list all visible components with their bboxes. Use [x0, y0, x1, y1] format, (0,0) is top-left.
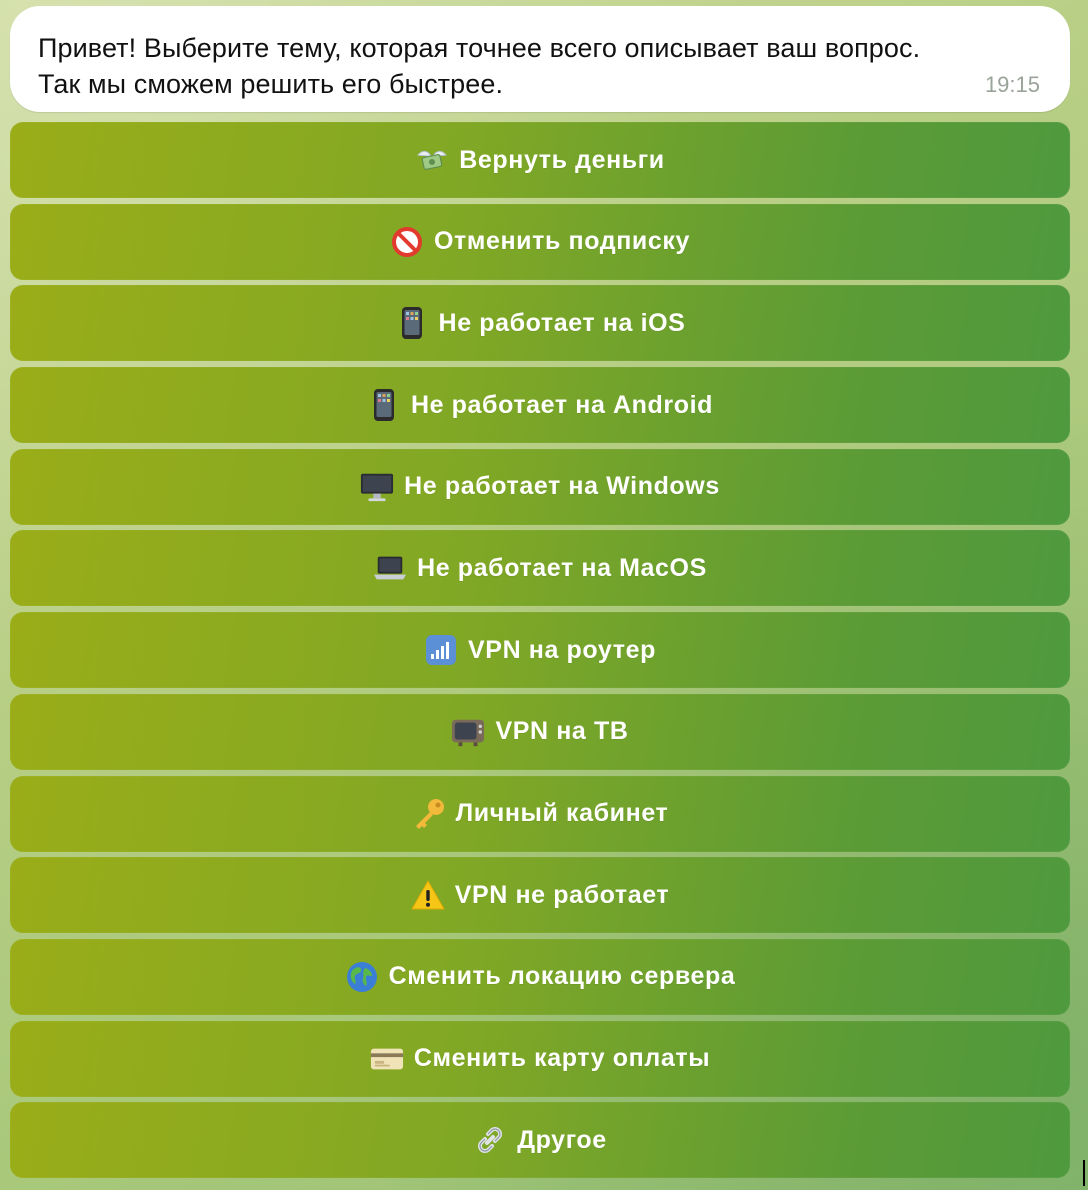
cancel-subscription-button[interactable]: [10, 204, 1070, 280]
button-label: Не работает на iOS: [438, 308, 686, 337]
laptop-icon: [373, 551, 407, 585]
button-label: Сменить карту оплаты: [413, 1044, 711, 1073]
prohibited-icon: [390, 225, 424, 259]
television-icon: [451, 715, 485, 749]
key-icon: [412, 797, 446, 831]
link-icon: [473, 1123, 507, 1157]
button-label: Личный кабинет: [455, 799, 669, 827]
button-label: Сменить локацию сервера: [388, 962, 736, 991]
warning-icon: [411, 878, 445, 912]
button-label: VPN на ТВ: [495, 717, 629, 746]
message-text: [38, 30, 1042, 102]
personal-account-button[interactable]: [10, 776, 1070, 852]
ios-issue-button[interactable]: [10, 285, 1070, 361]
change-server-location-button[interactable]: [10, 939, 1070, 1015]
button-label: VPN на роутер: [468, 635, 656, 664]
tv-vpn-button[interactable]: [10, 694, 1070, 770]
router-vpn-button[interactable]: [10, 612, 1070, 688]
signal-bars-icon: [424, 633, 458, 667]
button-label: Отменить подписку: [433, 227, 690, 256]
windows-issue-button[interactable]: [10, 449, 1070, 525]
button-label: Не работает на Windows: [404, 472, 720, 501]
macos-issue-button[interactable]: [10, 530, 1070, 606]
globe-icon: [345, 960, 379, 994]
money-wings-icon: [415, 143, 449, 177]
android-issue-button[interactable]: [10, 367, 1070, 443]
message-bubble: [10, 6, 1070, 112]
message-line: Так мы сможем решить его быстрее.: [38, 69, 504, 99]
text-cursor: [1083, 1160, 1085, 1186]
mobile-phone-icon: [367, 388, 401, 422]
mobile-phone-icon: [395, 306, 429, 340]
button-label: Вернуть деньги: [459, 145, 665, 174]
refund-button[interactable]: [10, 122, 1070, 198]
credit-card-icon: [370, 1042, 404, 1076]
message-timestamp: 19:15: [984, 72, 1040, 97]
vpn-not-working-button[interactable]: [10, 857, 1070, 933]
message-line: Привет! Выберите тему, которая точнее всего описывает ваш вопрос.: [38, 33, 921, 63]
inline-keyboard: [10, 122, 1070, 1184]
desktop-computer-icon: [360, 470, 394, 504]
other-button[interactable]: [10, 1102, 1070, 1178]
change-payment-card-button[interactable]: [10, 1021, 1070, 1097]
button-label: VPN не работает: [454, 880, 670, 909]
button-label: Не работает на MacOS: [417, 553, 707, 582]
button-label: Не работает на Android: [410, 390, 714, 419]
button-label: Другое: [517, 1125, 607, 1154]
